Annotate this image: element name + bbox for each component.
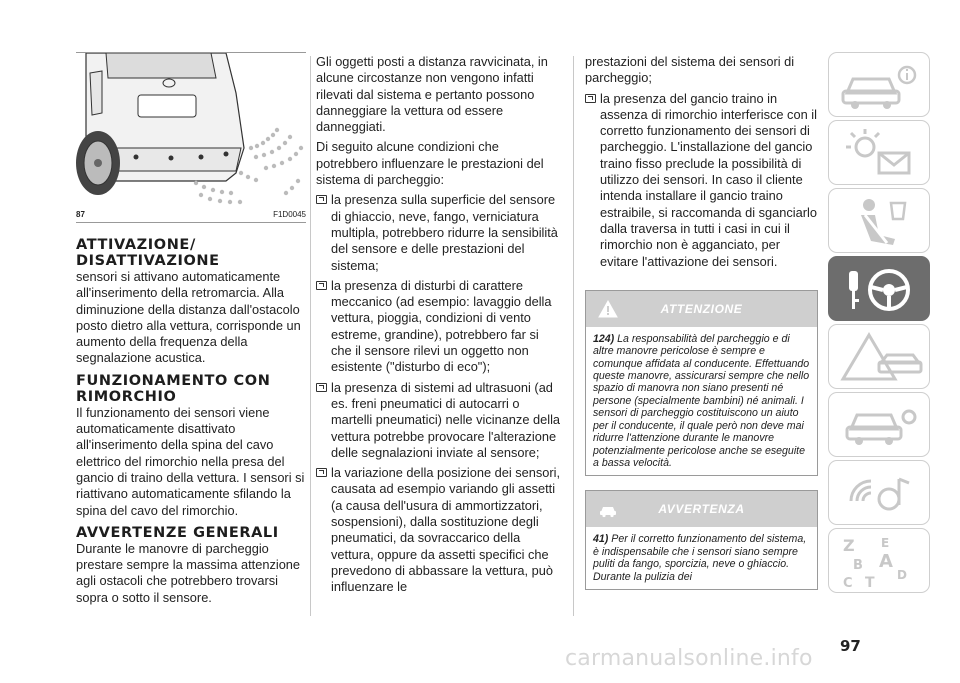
tab-index[interactable] <box>828 528 930 593</box>
warning-lights-icon <box>829 121 931 186</box>
alphabetical-index-icon <box>829 529 931 594</box>
bullet-marker-icon <box>316 195 327 204</box>
bullet-marker-icon <box>316 383 327 392</box>
figure-number: 87 <box>76 210 85 219</box>
page-number: 97 <box>840 637 861 655</box>
list-item: la presenza sulla superficie del sensore di ghiaccio, neve, fango, verniciatura multipla, potrebbero ridurre la sensibilità del sensore e delle prestazioni del sistema; <box>316 192 561 277</box>
column-middle <box>316 54 561 600</box>
column-divider <box>573 56 574 616</box>
index-letter: E <box>881 536 890 550</box>
tab-multimedia[interactable] <box>828 460 930 525</box>
tab-seat-safety[interactable] <box>828 188 930 253</box>
paragraph-oggetti: Gli oggetti posti a distanza ravvicinata, in alcune circostanze non vengono infatti rilevati dal sistema e pertanto possono danneggiare la vettura od essere danneggiati. <box>316 54 548 135</box>
chapter-tabs <box>828 52 930 596</box>
attenzione-callout <box>585 290 818 476</box>
list-item: la presenza di sistemi ad ultrasuoni (ad es. freni pneumatici di autocarri o martelli pneumatici) nelle vicinanze della vettura potrebbe provocare l'alterazione delle segnalazioni inviate al sensore; <box>316 380 561 465</box>
multimedia-icon <box>829 461 931 526</box>
callout-header <box>586 291 817 327</box>
tab-car-info[interactable] <box>828 52 930 117</box>
car-maintenance-icon <box>829 393 931 458</box>
column-left <box>76 52 306 610</box>
callout-header <box>586 491 817 527</box>
index-letter: B <box>853 558 863 573</box>
watermark: carmanualsonline.info <box>565 646 813 671</box>
paragraph-rimorchio: Il funzionamento dei sensori viene automaticamente disattivato all'inserimento della spina del cavo elettrico del rimorchio nella presa del gancio di traino della vettura. I sensori si riattivano automaticamente sfilando la spina del cavo del rimorchio. <box>76 404 305 518</box>
rear-parking-sensors-figure <box>76 52 306 208</box>
index-letter: D <box>897 568 907 582</box>
seat-safety-icon <box>829 189 931 254</box>
callout-ref-number: 124) <box>593 332 615 345</box>
figure-code: F1D0045 <box>273 210 306 219</box>
bullet-marker-icon <box>316 468 327 477</box>
paragraph-attivazione: sensori si attivano automaticamente all'inserimento della retromarcia. Alla diminuzione della distanza dall'ostacolo posto dietro alla vettura, corrisponde un aumento della frequenza della segnalazione acustica. <box>76 269 301 366</box>
callout-body <box>586 327 817 475</box>
index-letter: T <box>865 575 875 591</box>
list-item: la variazione della posizione dei sensori, causata ad esempio variando gli assetti (a causa dell'usura di ammortizzatori, sospensioni), dalla sostituzione degli pneumatici, da sovraccarico della vettura, oppure da assetti specifici che prevedono di abbassare la vettura, può influenzare le <box>316 465 561 599</box>
tab-maintenance[interactable] <box>828 392 930 457</box>
bullet-marker-icon <box>585 94 596 103</box>
column-divider <box>310 56 311 616</box>
tab-emergency[interactable] <box>828 324 930 389</box>
list-item: la presenza del gancio traino in assenza di rimorchio interferisce con il corretto funzionamento dei sensori di parcheggio. L'installazione del gancio traino fisso preclude la possibilità di utilizzo dei sensori. In caso il cliente intenda installare il gancio traino estraibile, si raccomanda di sganciarlo dalla traversa in tutti i casi in cui il rimorchio non è agganciato, per evitare l'attivazione dei sensori. <box>585 91 818 274</box>
emergency-triangle-icon <box>829 325 931 390</box>
paragraph-condizioni: Di seguito alcune condizioni che potrebbero influenzare le prestazioni del sistema di parcheggio: <box>316 139 544 188</box>
callout-text: Per il corretto funzionamento del sistema, è indispensabile che i sensori siano sempre puliti da fango, sporcizia, neve o ghiaccio. Durante la pulizia dei <box>593 533 807 583</box>
index-letter: C <box>843 576 853 591</box>
column-right <box>585 54 818 590</box>
callout-title: AVVERTENZA <box>658 502 745 517</box>
paragraph-prestazioni: prestazioni del sistema dei sensori di parcheggio; <box>585 54 795 86</box>
callout-ref-number: 41) <box>593 533 609 546</box>
bullet-marker-icon <box>316 281 327 290</box>
callout-body <box>586 527 817 589</box>
car-info-icon <box>829 53 931 118</box>
figure-caption <box>76 208 306 223</box>
heading-attivazione: ATTIVAZIONE/ DISATTIVAZIONE <box>76 237 220 269</box>
callout-text: La responsabilità del parcheggio e di altre manovre pericolose è sempre e comunque affidata al conducente. Effettuando queste manovre, assicurarsi sempre che nello spazio di manovra non siano presenti né persone (specialmente bambini) né animali. I sensori di parcheggio costituiscono un aiuto per il conducente, il quale però non deve mai ridurre l'attenzione durante le manovre potenzialmente pericolose anche se eseguite a bassa velocità. <box>593 332 810 469</box>
callout-title: ATTENZIONE <box>660 301 743 316</box>
key-steering-wheel-icon <box>829 257 931 322</box>
avvertenza-callout <box>585 490 818 590</box>
heading-rimorchio: FUNZIONAMENTO CON RIMORCHIO <box>76 372 271 405</box>
tab-starting-driving[interactable] <box>828 256 930 321</box>
index-letter: A <box>879 551 893 572</box>
tab-warning-lights[interactable] <box>828 120 930 185</box>
paragraph-avvertenze: Durante le manovre di parcheggio prestare sempre la massima attenzione agli ostacoli che potrebbero trovarsi sopra o sotto il sensore. <box>76 540 301 605</box>
index-letter: Z <box>843 536 855 555</box>
car-rear-illustration <box>76 53 306 208</box>
heading-avvertenze: AVVERTENZE GENERALI <box>76 524 279 541</box>
list-item: la presenza di disturbi di carattere meccanico (ad esempio: lavaggio della vettura, pioggia, condizioni di vento estreme, grandine), potrebbero far si che il sensore rilevi un oggetto non esistente ("disturbo di eco"); <box>316 278 561 380</box>
